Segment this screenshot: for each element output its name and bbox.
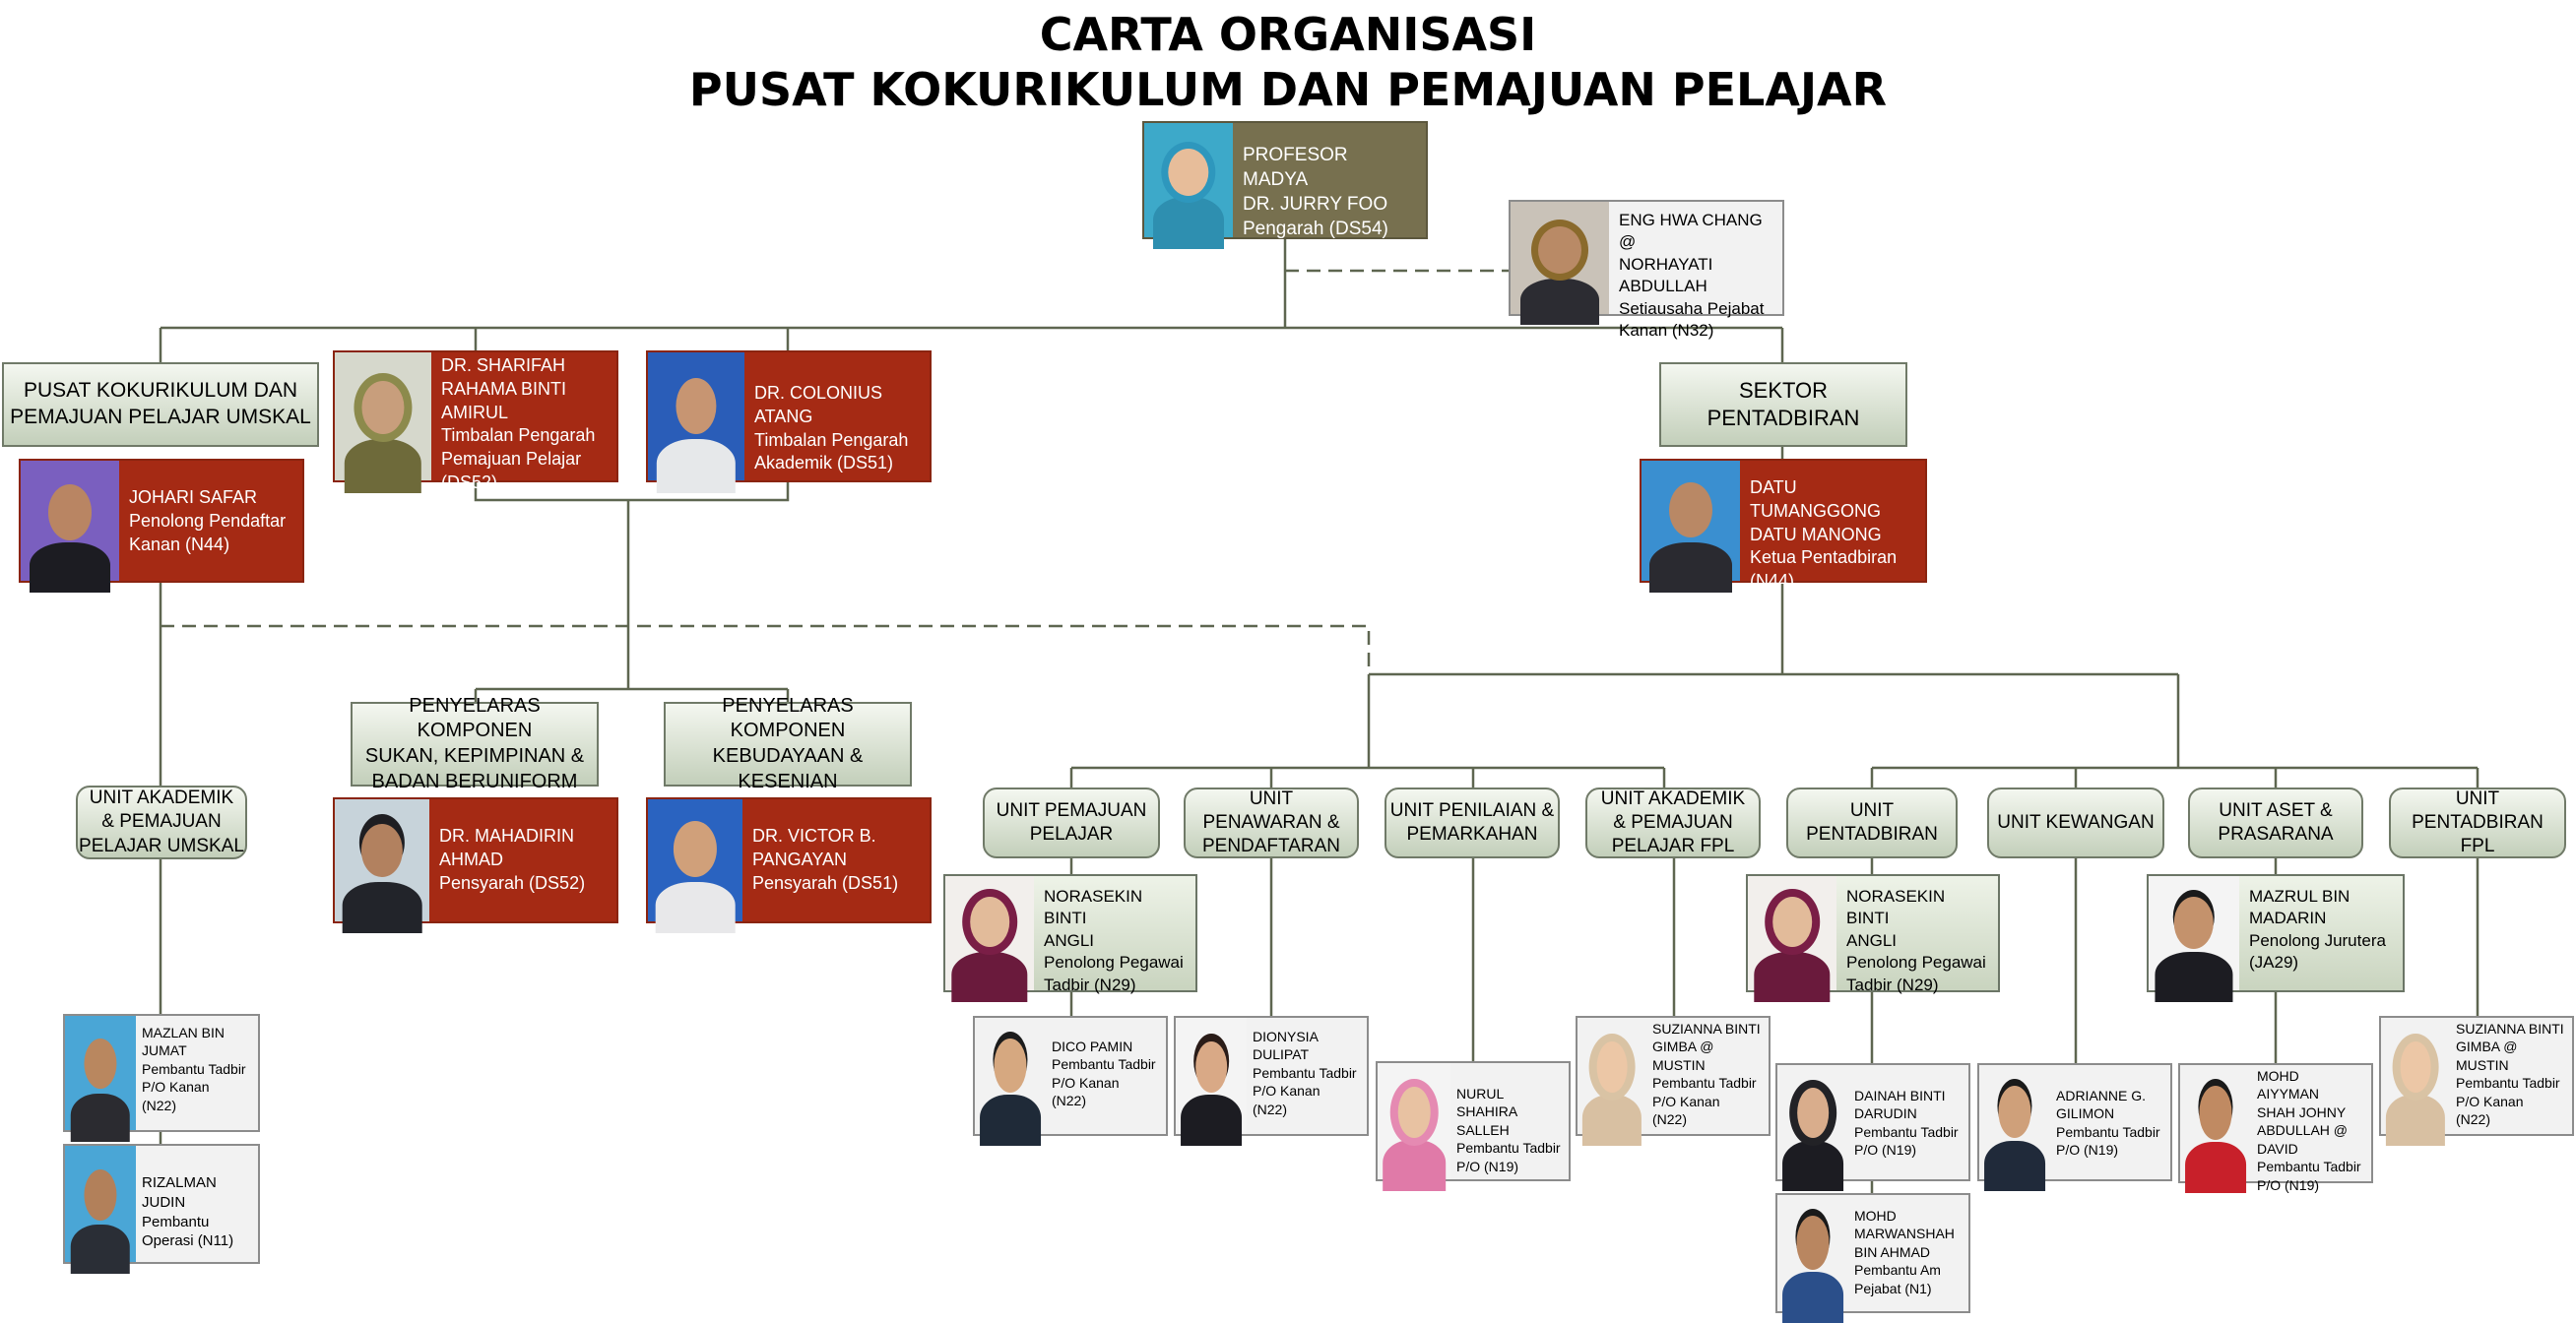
victor-info: DR. VICTOR B. PANGAYAN Pensyarah (DS51) <box>752 826 899 893</box>
secretary-card[interactable] <box>1509 200 1784 341</box>
mahadirin-card[interactable] <box>333 797 618 923</box>
unit-penilaian-pemarkahan[interactable]: UNIT PENILAIAN & PEMARKAHAN <box>1385 788 1560 858</box>
deputy-student-development-photo <box>335 352 431 480</box>
adrianne-card[interactable] <box>1977 1063 2172 1181</box>
unit-penawaran-pendaftaran[interactable]: UNIT PENAWARAN & PENDAFTARAN <box>1184 788 1359 858</box>
unit-penyelaras-sukan[interactable]: PENYELARAS KOMPONEN SUKAN, KEPIMPINAN & BADAN BERUNIFORM <box>351 702 599 787</box>
mazlan-photo <box>65 1016 136 1130</box>
johari-info: JOHARI SAFAR Penolong Pendaftar Kanan (N44) <box>129 487 287 554</box>
aiyyman-photo <box>2180 1065 2251 1181</box>
dainah-info: DAINAH BINTI DARUDIN Pembantu Tadbir P/O (N19) <box>1854 1088 1959 1159</box>
adrianne-photo <box>1979 1065 2050 1179</box>
johari-photo <box>21 461 119 581</box>
dionysia-photo <box>1176 1018 1247 1134</box>
marwanshah-info: MOHD MARWANSHAH BIN AHMAD Pembantu Am Pejabat (N1) <box>1854 1208 1955 1296</box>
norasekin-pemajuan-photo <box>945 876 1034 990</box>
secretary-info: ENG HWA CHANG @ NORHAYATI ABDULLAH Setiausaha Pejabat Kanan (N32) <box>1619 211 1765 341</box>
deputy-student-development-info: DR. SHARIFAH RAHAMA BINTI AMIRUL Timbalan Pengarah Pemajuan Pelajar (DS52) <box>441 355 596 492</box>
dico-card[interactable] <box>973 1016 1168 1136</box>
victor-photo <box>648 799 742 921</box>
suzianna-fpl-info: SUZIANNA BINTI GIMBA @ MUSTIN Pembantu Tadbir P/O Kanan (N22) <box>1652 1021 1761 1128</box>
rizalman-card[interactable] <box>63 1144 260 1264</box>
unit-akademik-umskal[interactable]: UNIT AKADEMIK & PEMAJUAN PELAJAR UMSKAL <box>76 786 247 859</box>
dainah-card[interactable] <box>1775 1063 1970 1181</box>
unit-sektor-pentadbiran[interactable]: SEKTOR PENTADBIRAN <box>1659 362 1907 447</box>
suzianna-pentadbiran-fpl-card[interactable] <box>2379 1016 2574 1136</box>
nurul-photo <box>1378 1063 1450 1179</box>
norasekin-pentadbiran-info: NORASEKIN BINTI ANGLI Penolong Pegawai Tadbir (N29) <box>1846 887 1986 994</box>
datu-photo <box>1642 461 1740 581</box>
dico-info: DICO PAMIN Pembantu Tadbir P/O Kanan (N22) <box>1052 1039 1156 1109</box>
unit-kewangan[interactable]: UNIT KEWANGAN <box>1987 788 2164 858</box>
aiyyman-info: MOHD AIYYMAN SHAH JOHNY ABDULLAH @ DAVID Pembantu Tadbir P/O (N19) <box>2257 1068 2361 1193</box>
nurul-info: NURUL SHAHIRA SALLEH Pembantu Tadbir P/O (N19) <box>1456 1086 1561 1174</box>
unit-akademik-fpl[interactable]: UNIT AKADEMIK & PEMAJUAN PELAJAR FPL <box>1585 788 1761 858</box>
unit-penyelaras-kebudayaan[interactable]: PENYELARAS KOMPONEN KEBUDAYAAN & KESENIAN <box>664 702 912 787</box>
deputy-academic-card[interactable] <box>646 350 932 482</box>
dico-photo <box>975 1018 1046 1134</box>
director-card[interactable] <box>1142 121 1428 239</box>
nurul-card[interactable] <box>1376 1061 1571 1181</box>
unit-pentadbiran[interactable]: UNIT PENTADBIRAN <box>1786 788 1958 858</box>
mazrul-photo <box>2149 876 2239 990</box>
mazlan-info: MAZLAN BIN JUMAT Pembantu Tadbir P/O Kanan (N22) <box>142 1025 246 1113</box>
deputy-academic-photo <box>648 352 744 480</box>
mazrul-info: MAZRUL BIN MADARIN Penolong Jurutera (JA29) <box>2249 887 2386 973</box>
datu-card[interactable] <box>1640 459 1927 591</box>
rizalman-info: RIZALMAN JUDIN Pembantu Operasi (N11) <box>142 1174 234 1250</box>
chart-title-line-1: CARTA ORGANISASI <box>1039 8 1537 61</box>
director-photo <box>1144 123 1233 237</box>
marwanshah-card[interactable] <box>1775 1193 1970 1313</box>
norasekin-pemajuan-info: NORASEKIN BINTI ANGLI Penolong Pegawai Tadbir (N29) <box>1044 887 1184 994</box>
norasekin-pemajuan-card[interactable] <box>943 874 1197 992</box>
unit-pentadbiran-fpl[interactable]: UNIT PENTADBIRAN FPL <box>2389 788 2566 858</box>
mahadirin-info: DR. MAHADIRIN AHMAD Pensyarah (DS52) <box>439 826 586 893</box>
marwanshah-photo <box>1777 1195 1848 1311</box>
deputy-academic-info: DR. COLONIUS ATANG Timbalan Pengarah Akademik (DS51) <box>754 383 909 473</box>
victor-card[interactable] <box>646 797 932 923</box>
suzianna-pentadbiran-fpl-info: SUZIANNA BINTI GIMBA @ MUSTIN Pembantu Tadbir P/O Kanan (N22) <box>2456 1021 2564 1128</box>
unit-umskal[interactable]: PUSAT KOKURIKULUM DAN PEMAJUAN PELAJAR UMSKAL <box>2 362 319 447</box>
norasekin-pentadbiran-card[interactable] <box>1746 874 2000 992</box>
aiyyman-card[interactable] <box>2178 1063 2373 1193</box>
rizalman-photo <box>65 1146 136 1262</box>
suzianna-pentadbiran-fpl-photo <box>2381 1018 2450 1134</box>
mazrul-card[interactable] <box>2147 874 2405 992</box>
suzianna-fpl-photo <box>1578 1018 1646 1134</box>
unit-pemajuan-pelajar[interactable]: UNIT PEMAJUAN PELAJAR <box>983 788 1160 858</box>
suzianna-fpl-card[interactable] <box>1576 1016 1771 1136</box>
chart-title-line-2: PUSAT KOKURIKULUM DAN PEMAJUAN PELAJAR <box>688 63 1888 116</box>
datu-info: DATU TUMANGGONG DATU MANONG Ketua Pentadbiran (N44) <box>1750 477 1898 591</box>
dionysia-info: DIONYSIA DULIPAT Pembantu Tadbir P/O Kanan (N22) <box>1253 1029 1357 1117</box>
mahadirin-photo <box>335 799 429 921</box>
director-info: PROFESOR MADYA DR. JURRY FOO Pengarah (DS54) <box>1243 145 1388 240</box>
dionysia-card[interactable] <box>1174 1016 1369 1136</box>
deputy-student-development-card[interactable] <box>333 350 618 492</box>
unit-aset-prasarana[interactable]: UNIT ASET & PRASARANA <box>2188 788 2363 858</box>
norasekin-pentadbiran-photo <box>1748 876 1836 990</box>
dainah-photo <box>1777 1065 1848 1179</box>
secretary-photo <box>1511 202 1609 314</box>
mazlan-card[interactable] <box>63 1014 260 1132</box>
adrianne-info: ADRIANNE G. GILIMON Pembantu Tadbir P/O (N19) <box>2056 1088 2160 1159</box>
johari-card[interactable] <box>19 459 304 583</box>
